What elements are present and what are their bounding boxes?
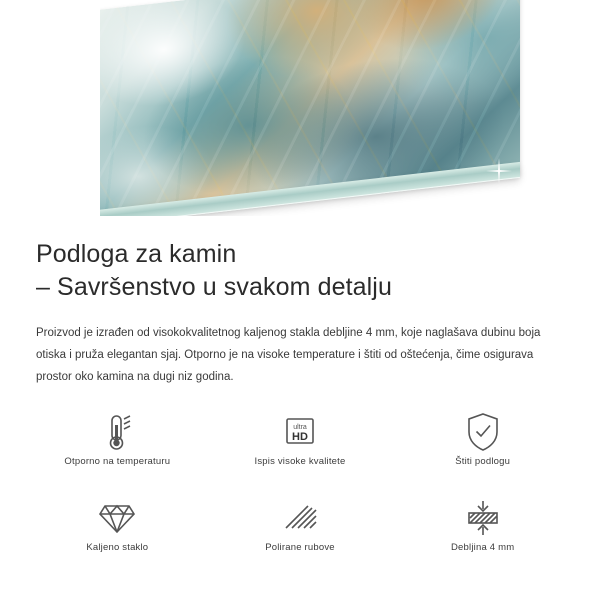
feature-item (391, 410, 574, 488)
ultra-hd-icon (280, 410, 320, 454)
feature-item (209, 496, 392, 574)
feature-item (209, 410, 392, 488)
page-title (36, 238, 564, 304)
feature-label: Debljina 4 mm (451, 542, 515, 553)
page-title-line1: Podloga za kamin (36, 240, 237, 268)
hero-image (0, 0, 600, 216)
svg-text:ultra: ultra (293, 424, 307, 431)
feature-item (26, 410, 209, 488)
svg-text:HD: HD (292, 431, 308, 443)
feature-label: Štiti podlogu (455, 456, 511, 467)
feature-label: Ispis visoke kvalitete (254, 456, 346, 467)
polished-edges-icon (278, 496, 322, 540)
feature-grid (0, 410, 600, 574)
feature-item (26, 496, 209, 574)
hero-left-mask (0, 0, 100, 216)
page-title-line2: – Savršenstvo u svakom detalju (36, 273, 392, 301)
product-description: Proizvod je izrađen od visokokvalitetnog kaljenog stakla debljine 4 mm, koje naglašava dubinu boja otiska i pruža elegantan sjaj. Otporno je na visoke temperature i štiti od oštećenja, čime osigurava prostor oko kamina na dugi niz godina. (36, 327, 541, 383)
feature-label: Kaljeno staklo (86, 542, 149, 553)
shield-check-icon (463, 410, 503, 454)
feature-label: Polirane rubove (265, 542, 335, 553)
thermometer-icon (97, 410, 137, 454)
sparkle-icon (520, 176, 536, 192)
feature-label: Otporno na temperaturu (64, 456, 171, 467)
diamond-icon (96, 496, 138, 540)
feature-item (391, 496, 574, 574)
thickness-arrows-icon (461, 496, 505, 540)
